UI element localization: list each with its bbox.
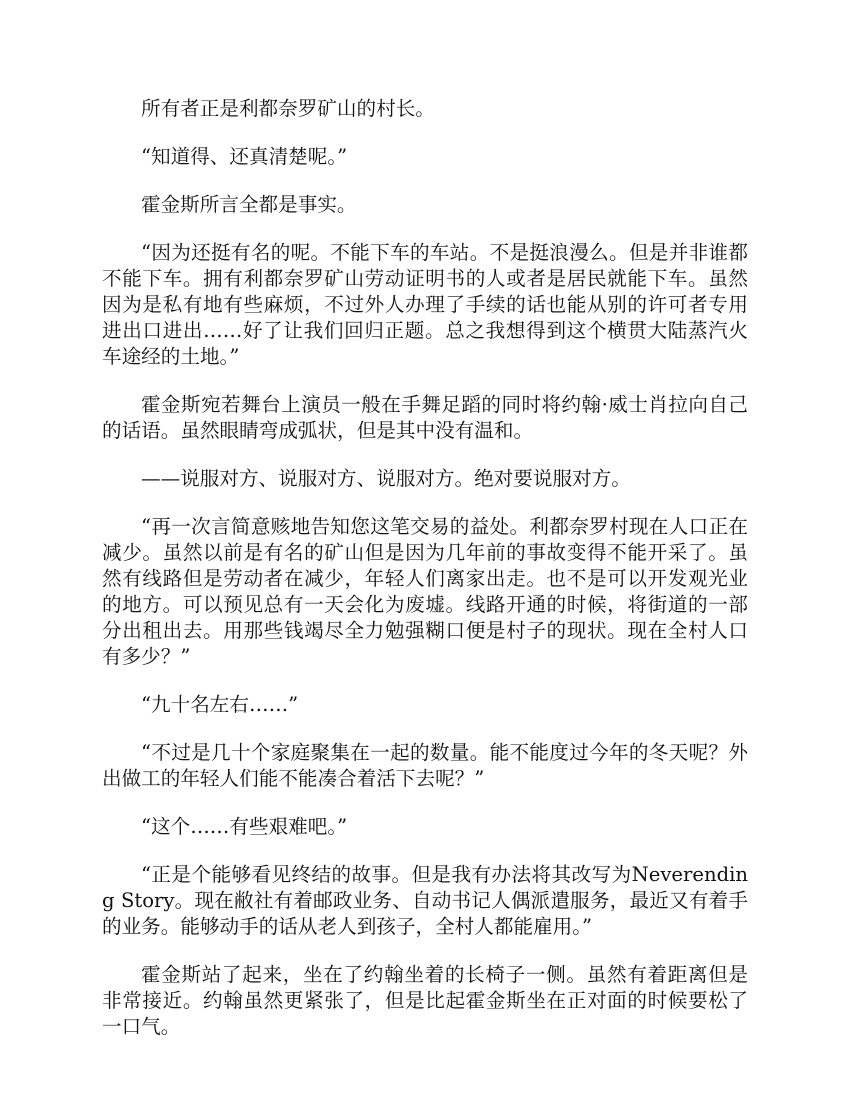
paragraph: “因为还挺有名的呢。不能下车的车站。不是挺浪漫么。但是并非谁都不能下车。拥有利都奈罗矿山劳动证明书的人或者是居民就能下车。虽然因为是私有地有些麻烦，不过外人办理了手续的话也能从别的许可者专用进出口进出……好了让我们回归正题。总之我想得到这个横贯大陆蒸汽火车途经的土地。” (102, 241, 748, 368)
paragraph: “不过是几十个家庭聚集在一起的数量。能不能度过今年的冬天呢？外出做工的年轻人们能不能凑合着活下去呢？” (102, 741, 748, 790)
paragraph: “正是个能够看见终结的故事。但是我有办法将其改写为Neverending Story。现在敝社有着邮政业务、自动书记人偶派遣服务，最近又有着手的业务。能够动手的话从老人到孩子，全村人都能雇用。” (102, 863, 748, 938)
paragraph: ——说服对方、说服对方、说服对方。绝对要说服对方。 (141, 467, 631, 490)
paragraph: 霍金斯所言全都是事实。 (141, 193, 357, 216)
paragraph: “九十名左右……” (141, 693, 299, 716)
paragraph: “这个……有些艰难吧。” (141, 815, 348, 838)
paragraph: 所有者正是利都奈罗矿山的村长。 (141, 97, 435, 120)
paragraph: 霍金斯站了起来，坐在了约翰坐着的长椅子一侧。虽然有着距离但是非常接近。约翰虽然更紧张了，但是比起霍金斯坐在正对面的时候要松了一口气。 (102, 963, 748, 1038)
paragraph: “知道得、还真清楚呢。” (141, 145, 348, 168)
paragraph: “再一次言简意赅地告知您这笔交易的益处。利都奈罗村现在人口正在减少。虽然以前是有名的矿山但是因为几年前的事故变得不能开采了。虽然有线路但是劳动者在减少，年轻人们离家出走。也不是可以开发观光业的地方。可以预见总有一天会化为废墟。线路开通的时候，将街道的一部分出租出去。用那些钱竭尽全力勉强糊口便是村子的现状。现在全村人口有多少？” (102, 515, 748, 668)
paragraph: 霍金斯宛若舞台上演员一般在手舞足蹈的同时将约翰·威士肖拉向自己的话语。虽然眼睛弯成弧状，但是其中没有温和。 (102, 393, 748, 442)
